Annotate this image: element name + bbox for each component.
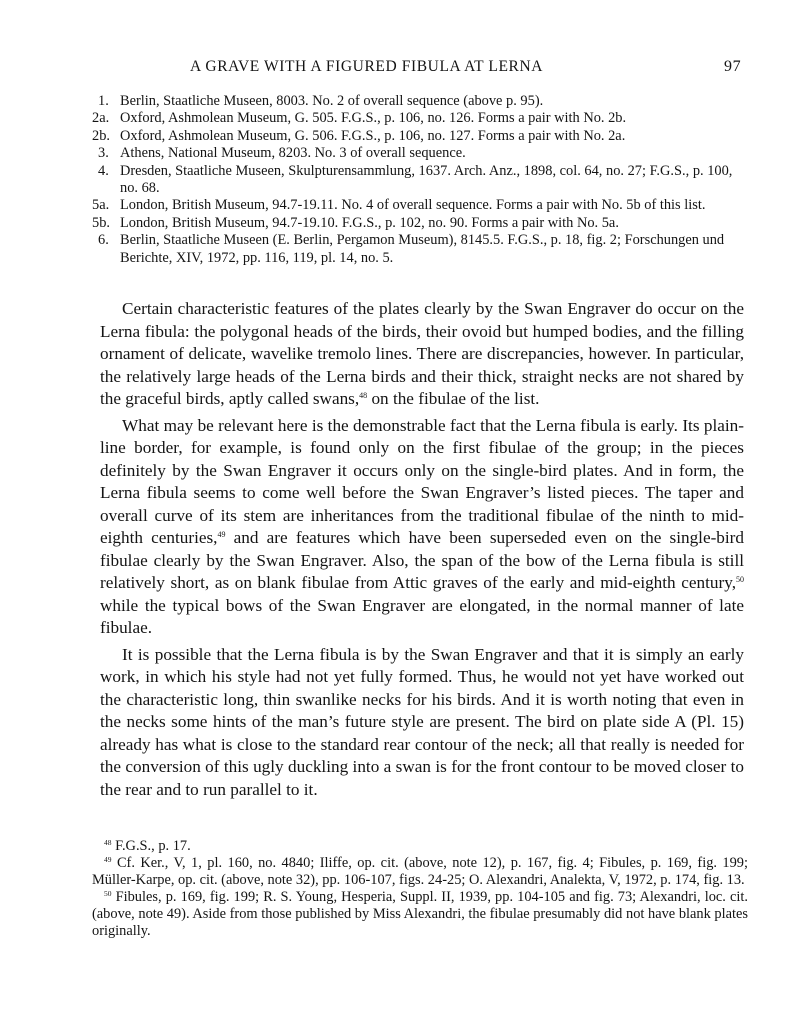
paragraph-text: What may be relevant here is the demonstrable fact that the Lerna fibula is early. Its plain-line border, for example, is found only on the first fibulae of the group; in the pieces definitely by the Swan Engraver it occurs only on the single-bird plates. And in form, the Lerna fibula seems to come well before the Swan Engraver’s listed pieces. The taper and overall curve of its stem are inheritances from the traditional fibulae of the ninth to mid-eighth centuries, — [100, 415, 744, 547]
list-item-text: London, British Museum, 94.7-19.11. No. 4 of overall sequence. Forms a pair with No. 5b of this list. — [120, 197, 706, 214]
list-item-text: Oxford, Ashmolean Museum, G. 506. F.G.S., p. 106, no. 127. Forms a pair with No. 2a. — [120, 127, 626, 144]
footnote-text: Fibules, p. 169, fig. 199; R. S. Young, Hesperia, Suppl. II, 1939, pp. 104-105 and fig. 73; Alexandri, loc. cit. (above, note 49). Aside from those published by Miss Alexandri, the fibulae presumably did not have blank plates originally. — [92, 889, 748, 939]
running-header — [0, 58, 806, 78]
list-item-number: 5b. — [92, 214, 110, 231]
footnote — [92, 855, 748, 889]
footnote — [92, 838, 748, 855]
list-item-number: 2a. — [92, 110, 110, 127]
footnotes — [92, 838, 748, 940]
page-number: 97 — [724, 58, 742, 75]
footnote-number: 48 — [104, 838, 112, 847]
list-item — [92, 128, 752, 145]
footnote-ref: 50 — [736, 575, 744, 584]
list-item-text: Berlin, Staatliche Museen, 8003. No. 2 of overall sequence (above p. 95). — [120, 93, 544, 109]
list-item-number: 5a. — [92, 197, 110, 214]
list-item-text: Dresden, Staatliche Museen, Skulpturensammlung, 1637. Arch. Anz., 1898, col. 64, no. 27; F.G.S., p. 100, no. 68. — [120, 162, 733, 197]
list-item-number: 4. — [98, 162, 109, 179]
paragraph-text: and are features which have been superseded even on the single-bird fibulae clearly by the Swan Engraver. Also, the span of the bow of the Lerna fibula is still relatively short, as on blank fibulae from Attic graves of the early and mid-eighth century, — [100, 528, 744, 592]
footnote — [92, 889, 748, 940]
list-item-text: London, British Museum, 94.7-19.10. F.G.S., p. 102, no. 90. Forms a pair with No. 5a. — [120, 214, 619, 231]
paragraph-text: on the fibulae of the list. — [367, 389, 540, 408]
body-text — [100, 298, 744, 805]
footnote-ref: 48 — [359, 391, 368, 400]
list-item — [92, 215, 752, 232]
footnote-number: 50 — [104, 889, 112, 898]
list-item-number: 6. — [98, 232, 109, 249]
list-item — [92, 197, 752, 214]
paragraph — [100, 415, 744, 640]
footnote-text: F.G.S., p. 17. — [115, 838, 191, 854]
list-item-number: 2b. — [92, 127, 110, 144]
paragraph-text: while the typical bows of the Swan Engraver are elongated, in the normal manner of late fibulae. — [100, 595, 744, 637]
list-item-text: Oxford, Ashmolean Museum, G. 505. F.G.S., p. 106, no. 126. Forms a pair with No. 2b. — [120, 110, 627, 127]
list-item — [92, 93, 752, 110]
paragraph-text: Certain characteristic features of the plates clearly by the Swan Engraver do occur on the Lerna fibula: the polygonal heads of the birds, their ovoid but humped bodies, and the filling ornament of delicate, wavelike tremolo lines. There are discrepancies, however. In particular, the relatively large heads of the Lerna birds and their thick, straight necks are not shared by the graceful birds, aptly called swans, — [100, 299, 744, 408]
footnote-text: Cf. Ker., V, 1, pl. 160, no. 4840; Iliffe, op. cit. (above, note 12), p. 167, fig. 4; Fibules, p. 169, fig. 199; Müller-Karpe, op. cit. (above, note 32), pp. 106-107, figs. 24-25; O. Alexandri, Analekta, V, 1972, p. 174, fig. 13. — [92, 855, 748, 888]
running-title: A GRAVE WITH A FIGURED FIBULA AT LERNA — [190, 58, 544, 75]
footnote-number: 49 — [104, 855, 112, 864]
list-item-number: 3. — [98, 145, 109, 162]
list-item-number: 1. — [98, 93, 109, 109]
fibula-list — [92, 93, 752, 267]
paragraph — [100, 644, 744, 802]
paragraph — [100, 298, 744, 411]
list-item — [92, 232, 752, 267]
list-item-text: Athens, National Museum, 8203. No. 3 of overall sequence. — [120, 145, 466, 162]
footnote-ref: 49 — [217, 530, 226, 539]
list-item — [92, 110, 752, 127]
list-item-text: Berlin, Staatliche Museen (E. Berlin, Pergamon Museum), 8145.5. F.G.S., p. 18, fig. 2; Forschungen und Berichte, XIV, 1972, pp. 116, 119, pl. 14, no. 5. — [120, 232, 725, 266]
paragraph-text: It is possible that the Lerna fibula is by the Swan Engraver and that it is simply an early work, in which his style had not yet fully formed. Thus, he would not yet have worked out the characteristic long, thin swanlike necks for his birds. And it is worth noting that even in the necks some hints of the man’s future style are present. The bird on plate side A (Pl. 15) already has what is close to the standard rear contour of the neck; all that really is needed for the conversion of this ugly duckling into a swan is for the front contour to be moved closer to the rear and to run parallel to it. — [100, 644, 744, 799]
list-item — [92, 163, 752, 198]
list-item — [92, 145, 752, 162]
